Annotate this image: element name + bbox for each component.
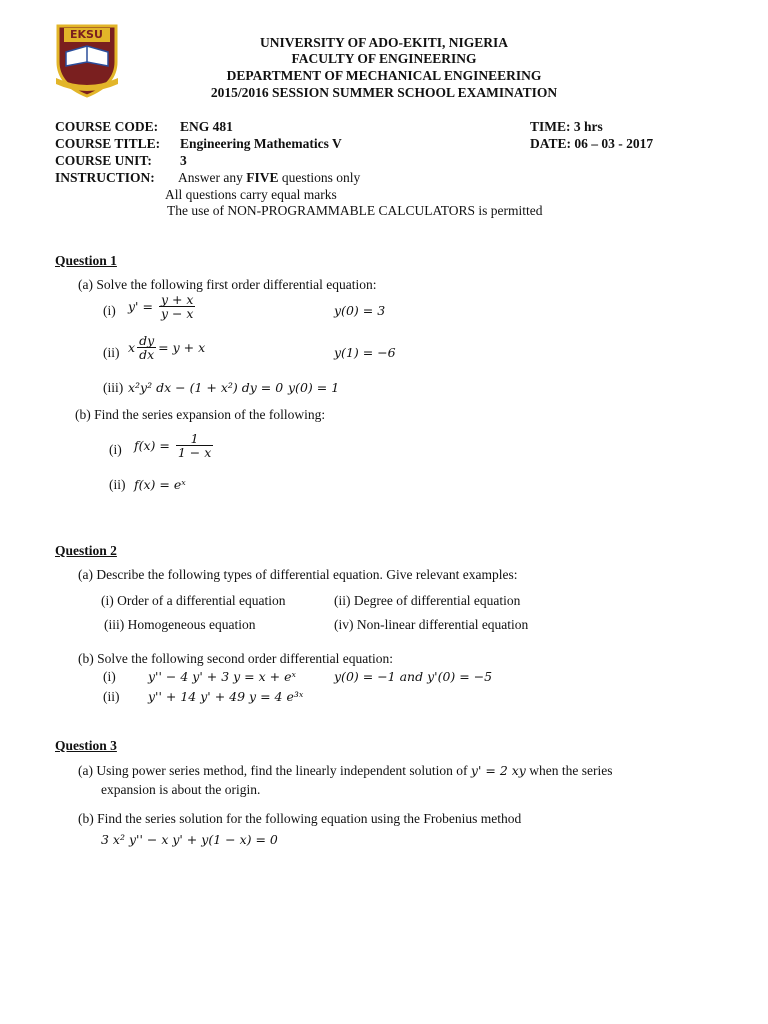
- q1-part-a: (a) Solve the following first order differential equation:: [78, 277, 377, 292]
- q1-a-iii-label: (iii): [103, 380, 124, 395]
- instruction-emphasis: FIVE: [246, 170, 279, 185]
- q2-b-i-label: (i): [103, 669, 116, 684]
- instruction-text-a: Answer any: [178, 170, 247, 185]
- q1-a-ii-denominator: dx: [139, 347, 155, 363]
- session-title: 2015/2016 SESSION SUMMER SCHOOL EXAMINATION: [210, 85, 558, 100]
- q3-a-text-2: when the series: [525, 763, 613, 778]
- q1-a-ii-x: x: [128, 340, 136, 356]
- q3-part-a-line-2: expansion is about the origin.: [101, 782, 261, 797]
- instruction-text-c: questions only: [278, 170, 361, 185]
- q1-b-i-numerator: 1: [176, 432, 213, 446]
- q1-a-i-condition: y(0) = 3: [334, 303, 386, 318]
- exam-date: DATE: 06 – 03 - 2017: [530, 136, 654, 151]
- q3-a-equation: y' = 2 xy: [470, 763, 526, 778]
- q2-part-a: (a) Describe the following types of differential equation. Give relevant examples:: [78, 567, 518, 582]
- q1-a-ii-equation: [128, 334, 205, 361]
- q3-part-b: (b) Find the series solution for the following equation using the Frobenius method: [78, 811, 522, 826]
- q1-b-i-lhs: f(x) =: [134, 438, 170, 454]
- q1-b-i-denominator: 1 − x: [177, 445, 212, 461]
- q1-a-i-denominator: y − x: [160, 306, 194, 322]
- exam-time: TIME: 3 hrs: [530, 119, 603, 134]
- q1-b-ii-label: (ii): [109, 477, 126, 492]
- q1-a-ii-numerator: dy: [139, 333, 155, 348]
- course-unit-label: COURSE UNIT:: [55, 153, 152, 168]
- q1-a-ii-rhs: = y + x: [158, 340, 206, 356]
- q2-a-iii: (iii) Homogeneous equation: [104, 617, 256, 632]
- faculty-name: FACULTY OF ENGINEERING: [291, 51, 477, 66]
- q2-part-b: (b) Solve the following second order differential equation:: [78, 651, 394, 666]
- q1-a-i-label: (i): [103, 303, 116, 318]
- instruction-line-1: [178, 170, 360, 186]
- q1-b-i-equation: [134, 432, 215, 459]
- q1-a-ii-condition: y(1) = −6: [334, 345, 396, 360]
- q1-b-i-label: (i): [109, 442, 122, 457]
- question-3-heading: Question 3: [55, 738, 117, 753]
- department-name: DEPARTMENT OF MECHANICAL ENGINEERING: [226, 68, 542, 83]
- q1-a-iii-condition: y(0) = 1: [288, 380, 340, 395]
- q1-a-i-numerator: y + x: [160, 292, 194, 307]
- q2-b-ii-equation: y'' + 14 y' + 49 y = 4 e³ˣ: [148, 689, 304, 704]
- course-title-label: COURSE TITLE:: [55, 136, 161, 151]
- logo-text: EKSU: [70, 28, 103, 41]
- question-1-heading: Question 1: [55, 253, 117, 268]
- course-code: ENG 481: [180, 119, 233, 134]
- q1-b-ii-equation: f(x) = eˣ: [134, 477, 186, 492]
- course-title: Engineering Mathematics V: [180, 136, 342, 151]
- q1-a-i-equation: [128, 293, 197, 320]
- q1-a-i-lhs: y' =: [128, 299, 153, 315]
- q1-a-iii-equation: x²y² dx − (1 + x²) dy = 0: [128, 380, 284, 395]
- q2-a-ii: (ii) Degree of differential equation: [334, 593, 521, 608]
- q2-b-i-condition: y(0) = −1 and y'(0) = −5: [334, 669, 493, 684]
- q2-b-ii-label: (ii): [103, 689, 120, 704]
- university-name: UNIVERSITY OF ADO-EKITI, NIGERIA: [259, 35, 509, 50]
- q1-part-b: (b) Find the series expansion of the following:: [75, 407, 326, 422]
- course-code-label: COURSE CODE:: [55, 119, 159, 134]
- q1-a-ii-fraction: [137, 334, 156, 361]
- question-2-heading: Question 2: [55, 543, 117, 558]
- q1-a-i-fraction: [159, 293, 196, 320]
- q3-part-a-line-1: [78, 763, 612, 779]
- q2-b-i-equation: y'' − 4 y' + 3 y = x + eˣ: [148, 669, 296, 684]
- q1-a-ii-label: (ii): [103, 345, 120, 360]
- q3-a-text-1: (a) Using power series method, find the linearly independent solution of: [78, 763, 471, 778]
- q2-a-i: (i) Order of a differential equation: [101, 593, 286, 608]
- q1-b-i-fraction: [176, 432, 213, 459]
- instruction-line-2: All questions carry equal marks: [165, 187, 337, 202]
- course-unit: 3: [180, 153, 187, 168]
- instruction-label: INSTRUCTION:: [55, 170, 155, 185]
- q2-a-iv: (iv) Non-linear differential equation: [334, 617, 529, 632]
- instruction-line-3: The use of NON-PROGRAMMABLE CALCULATORS is permitted: [167, 203, 543, 218]
- q3-b-equation: 3 x² y'' − x y' + y(1 − x) = 0: [101, 832, 278, 847]
